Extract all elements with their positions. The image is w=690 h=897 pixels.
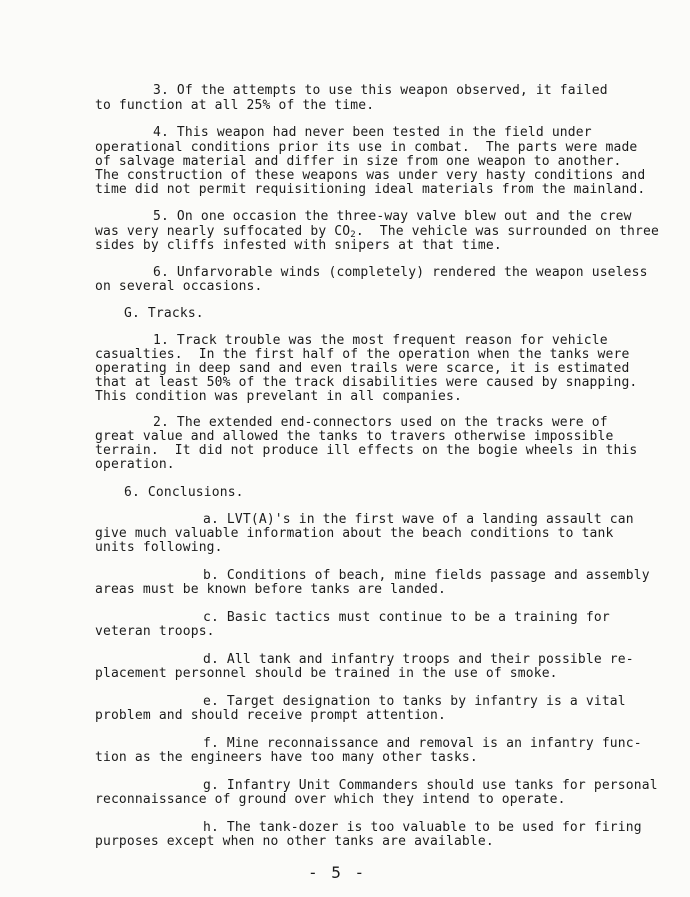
conclusion-a-line-2: give much valuable information about the beach conditions to tank [95, 526, 614, 541]
para-4-line-5: time did not permit requisitioning ideal materials from the mainland. [95, 182, 646, 197]
para-5-line-1: 5. On one occasion the three-way valve blew out and the crew [153, 209, 632, 224]
tracks-1-line-1: 1. Track trouble was the most frequent reason for vehicle [153, 333, 608, 348]
tracks-2-line-1: 2. The extended end-connectors used on the tracks were of [153, 415, 608, 430]
conclusion-a-line-3: units following. [95, 540, 223, 555]
tracks-1-line-5: This condition was prevelant in all companies. [95, 389, 462, 404]
para-3-line-2: to function at all 25% of the time. [95, 98, 375, 113]
para-6-line-1: 6. Unfarvorable winds (completely) rendered the weapon useless [153, 265, 648, 280]
conclusion-h-line-2: purposes except when no other tanks are available. [95, 834, 494, 849]
conclusion-a-line-1: a. LVT(A)'s in the first wave of a landing assault can [203, 512, 634, 527]
tracks-2-line-3: terrain. It did not produce ill effects on the bogie wheels in this [95, 443, 638, 458]
conclusion-f-line-1: f. Mine reconnaissance and removal is an infantry func- [203, 736, 642, 751]
para-5-line-3: sides by cliffs infested with snipers at that time. [95, 238, 502, 253]
tracks-1-line-4: that at least 50% of the track disabilities were caused by snapping. [95, 375, 638, 390]
tracks-2-line-2: great value and allowed the tanks to travers otherwise impossible [95, 429, 614, 444]
conclusion-c-line-2: veteran troops. [95, 624, 215, 639]
para-4-line-3: of salvage material and differ in size from one weapon to another. [95, 154, 622, 169]
conclusion-h-line-1: h. The tank-dozer is too valuable to be used for firing [203, 820, 642, 835]
para-5-line-2-start: was very nearly suffocated by CO [95, 224, 351, 239]
conclusion-b-line-2: areas must be known before tanks are landed. [95, 582, 446, 597]
tracks-1-line-3: operating in deep sand and even trails were scarce, it is estimated [95, 361, 630, 376]
section-g-heading: G. Tracks. [124, 306, 204, 321]
co2-subscript: 2 [350, 230, 356, 240]
page-number: - 5 - [308, 863, 367, 882]
conclusion-g-line-2: reconnaissance of ground over which they intend to operate. [95, 792, 566, 807]
conclusion-d-line-1: d. All tank and infantry troops and their possible re- [203, 652, 634, 667]
conclusions-heading: 6. Conclusions. [124, 485, 244, 500]
para-6-line-2: on several occasions. [95, 279, 263, 294]
para-5-line-2-end: . The vehicle was surrounded on three [355, 224, 659, 239]
conclusion-f-line-2: tion as the engineers have too many other tasks. [95, 750, 478, 765]
conclusion-e-line-2: problem and should receive prompt attention. [95, 708, 446, 723]
conclusion-d-line-2: placement personnel should be trained in the use of smoke. [95, 666, 558, 681]
para-3-line-1: 3. Of the attempts to use this weapon observed, it failed [153, 83, 608, 98]
para-4-line-1: 4. This weapon had never been tested in the field under [153, 125, 592, 140]
para-4-line-2: operational conditions prior its use in combat. The parts were made [95, 140, 638, 155]
tracks-1-line-2: casualties. In the first half of the operation when the tanks were [95, 347, 630, 362]
tracks-2-line-4: operation. [95, 457, 175, 472]
conclusion-b-line-1: b. Conditions of beach, mine fields passage and assembly [203, 568, 650, 583]
para-4-line-4: The construction of these weapons was under very hasty conditions and [95, 168, 646, 183]
conclusion-c-line-1: c. Basic tactics must continue to be a training for [203, 610, 610, 625]
conclusion-g-line-1: g. Infantry Unit Commanders should use tanks for personal [203, 778, 658, 793]
conclusion-e-line-1: e. Target designation to tanks by infantry is a vital [203, 694, 626, 709]
